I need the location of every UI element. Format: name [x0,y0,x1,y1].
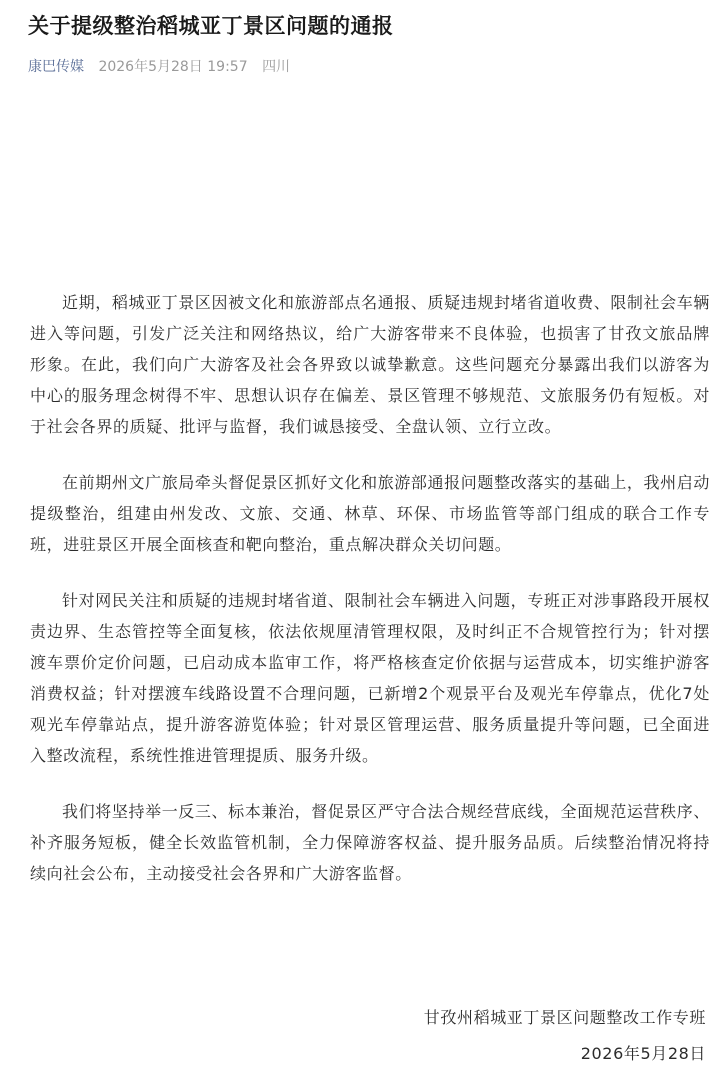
article-body [30,287,710,914]
signature-block [424,1000,706,1072]
signature-date: 2026年5月28日 [580,1044,706,1063]
signature-org: 甘孜州稻城亚丁景区问题整改工作专班 [423,1008,706,1027]
paragraph-1: 近期，稻城亚丁景区因被文化和旅游部点名通报、质疑违规封堵省道收费、限制社会车辆进入等问题，引发广泛关注和网络热议，给广大游客带来不良体验，也损害了甘孜文旅品牌形象。在此，我们向广大游客及社会各界致以诚挚歉意。这些问题充分暴露出我们以游客为中心的服务理念树得不牢、思想认识存在偏差、景区管理不够规范、文旅服务仍有短板。对于社会各界的质疑、批评与监督，我们诚恳接受、全盘认领、立行立改。 [30,293,710,436]
article-meta [28,56,290,78]
paragraph-2: 在前期州文广旅局牵头督促景区抓好文化和旅游部通报问题整改落实的基础上，我州启动提级整治，组建由州发改、文旅、交通、林草、环保、市场监管等部门组成的联合工作专班，进驻景区开展全面核查和靶向整治，重点解决群众关切问题。 [30,473,710,554]
publish-time: 2026年5月28日 19:57 [98,59,248,75]
paragraph-3: 针对网民关注和质疑的违规封堵省道、限制社会车辆进入问题，专班正对涉事路段开展权责边界、生态管控等全面复核，依法依规厘清管理权限，及时纠正不合规管控行为；针对摆渡车票价定价问题，已启动成本监审工作，将严格核查定价依据与运营成本，切实维护游客消费权益；针对摆渡车线路设置不合理问题，已新增2个观景平台及观光车停靠点，优化7处观光车停靠站点，提升游客游览体验；针对景区管理运营、服务质量提升等问题，已全面进入整改流程，系统性推进管理提质、服务升级。 [30,591,710,765]
paragraph-4: 我们将坚持举一反三、标本兼治，督促景区严守合法合规经营底线，全面规范运营秩序、补齐服务短板，健全长效监管机制，全力保障游客权益、提升服务品质。后续整治情况将持续向社会公布，主动接受社会各界和广大游客监督。 [30,802,710,883]
source-link[interactable]: 康巴传媒 [28,59,84,75]
publish-location: 四川 [262,59,291,75]
article-title: 关于提级整治稻城亚丁景区问题的通报 [28,14,394,38]
